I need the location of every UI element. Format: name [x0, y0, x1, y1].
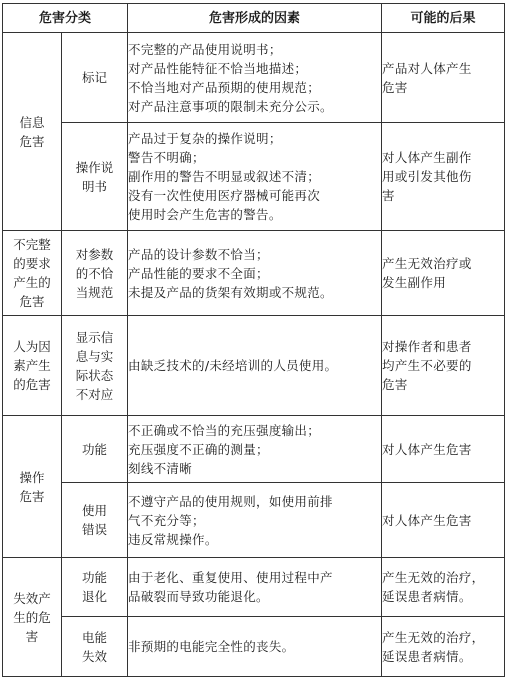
subcategory-line: 明书	[82, 178, 108, 194]
consequence-line: 均产生不必要的	[382, 358, 472, 373]
factors-cell	[128, 123, 382, 231]
factor-line: 对产品性能特征不恰当地描述；	[128, 60, 308, 76]
table-row	[3, 123, 505, 231]
category-line: 危害	[19, 294, 45, 309]
factor-line: 不遵守产品的使用规则，如使用前排	[128, 493, 333, 509]
subcategory-line: 操作说	[75, 159, 114, 175]
subcategory-cell	[62, 231, 128, 316]
consequence-line: 延误患者病情。	[382, 589, 472, 604]
category-line: 危害	[19, 133, 45, 149]
table-row	[3, 231, 505, 316]
category-line: 人为因	[13, 339, 51, 354]
subcategory-line: 际状态	[75, 367, 114, 383]
factor-line: 未提及产品的货架有效期或不规范。	[128, 284, 333, 300]
consequence-line: 发生副作用	[382, 275, 447, 290]
table-row	[3, 483, 505, 558]
subcategory-line: 失效	[82, 648, 108, 664]
factors-cell	[128, 617, 382, 677]
header-factors: 危害形成的因素	[128, 4, 382, 33]
factor-line: 由缺乏技术的/未经培训的人员使用。	[128, 358, 338, 373]
subcategory-line: 当规范	[75, 284, 114, 300]
table-row	[3, 558, 505, 617]
factors-cell	[128, 33, 382, 123]
factors-cell	[128, 483, 382, 558]
factors-cell	[128, 316, 382, 416]
factor-line: 使用时会产生危害的警告。	[128, 207, 282, 222]
subcategory-cell	[62, 416, 128, 483]
consequence-line: 产生无效治疗或	[382, 256, 472, 271]
factor-line: 不恰当地对产品预期的使用规范；	[128, 79, 321, 95]
category-line: 信息	[19, 114, 45, 130]
subcategory-line: 使用	[82, 503, 108, 518]
subcategory-line: 功能	[82, 441, 108, 457]
consequence-line: 延误患者病情。	[382, 648, 472, 664]
factor-line: 刻线不清晰	[128, 460, 193, 476]
consequence-cell	[382, 558, 505, 617]
header-row	[3, 4, 505, 33]
category-line: 危害	[19, 488, 45, 504]
category-line: 害	[25, 628, 39, 644]
category-cell	[3, 231, 62, 316]
factor-line: 没有一次性使用医疗器械可能再次	[128, 188, 321, 203]
factor-line: 非预期的电能完全性的丧失。	[128, 639, 295, 654]
consequence-line: 对操作者和患者	[382, 339, 472, 354]
table-row	[3, 316, 505, 416]
subcategory-line: 电能	[82, 629, 108, 645]
table-row	[3, 416, 505, 483]
subcategory-line: 错误	[82, 522, 108, 537]
factors-cell	[128, 558, 382, 617]
subcategory-line: 功能	[82, 570, 108, 585]
hazard-table	[2, 3, 505, 677]
consequence-line: 产生无效的治疗，	[382, 629, 485, 645]
category-line: 生的危	[13, 609, 51, 625]
consequence-line: 用或引发其他伤	[382, 169, 472, 184]
factor-line: 违反常规操作。	[128, 531, 218, 547]
category-cell	[3, 33, 62, 231]
consequence-cell	[382, 231, 505, 316]
subcategory-line: 显示信	[75, 329, 114, 345]
consequence-cell	[382, 33, 505, 123]
factors-cell	[128, 231, 382, 316]
consequence-line: 产品对人体产生	[382, 60, 472, 76]
category-line: 的危害	[13, 377, 51, 392]
category-cell	[3, 316, 62, 416]
consequence-cell	[382, 617, 505, 677]
factor-line: 产品的设计参数不恰当；	[128, 246, 269, 262]
subcategory-line: 息与实	[75, 348, 114, 364]
consequence-line: 对人体产生副作	[382, 150, 472, 165]
factor-line: 产品过于复杂的操作说明；	[128, 131, 282, 146]
subcategory-cell	[62, 123, 128, 231]
category-cell	[3, 416, 62, 558]
consequence-line: 对人体产生危害	[382, 512, 472, 528]
factor-line: 副作用的警告不明显或叙述不清；	[128, 169, 321, 184]
subcategory-line: 不对应	[75, 386, 114, 402]
subcategory-line: 对参数	[75, 246, 114, 262]
factor-line: 产品性能的要求不全面；	[128, 265, 269, 281]
header-category: 危害分类	[3, 4, 128, 33]
category-cell	[3, 558, 62, 677]
consequence-line: 害	[382, 188, 395, 203]
header-consequence: 可能的后果	[382, 4, 505, 33]
consequence-cell	[382, 316, 505, 416]
subcategory-cell	[62, 33, 128, 123]
subcategory-line: 退化	[82, 589, 108, 604]
subcategory-cell	[62, 483, 128, 558]
category-line: 产生的	[13, 275, 51, 290]
consequence-line: 产生无效的治疗，	[382, 570, 485, 585]
factor-line: 气不充分等；	[128, 512, 205, 528]
subcategory-cell	[62, 558, 128, 617]
subcategory-cell	[62, 617, 128, 677]
consequence-cell	[382, 123, 505, 231]
factor-line: 充压强度不正确的测量；	[128, 441, 269, 457]
factor-line: 品破裂而导致功能退化。	[128, 589, 269, 604]
consequence-line: 危害	[382, 79, 408, 95]
table-row	[3, 33, 505, 123]
factor-line: 由于老化、重复使用、使用过程中产	[128, 570, 333, 585]
consequence-cell	[382, 416, 505, 483]
subcategory-cell	[62, 316, 128, 416]
factor-line: 对产品注意事项的限制未充分公示。	[128, 98, 333, 114]
factor-line: 不正确或不恰当的充压强度输出；	[128, 422, 321, 438]
category-line: 的要求	[13, 256, 51, 271]
category-line: 失效产	[13, 590, 51, 606]
subcategory-line: 的不恰	[75, 265, 114, 281]
subcategory-line: 标记	[82, 70, 108, 85]
category-line: 操作	[19, 469, 45, 485]
factor-line: 不完整的产品使用说明书；	[128, 41, 282, 57]
category-line: 不完整	[13, 237, 51, 252]
consequence-cell	[382, 483, 505, 558]
table-row	[3, 617, 505, 677]
consequence-line: 危害	[382, 377, 408, 392]
factors-cell	[128, 416, 382, 483]
category-line: 素产生	[13, 358, 51, 373]
factor-line: 警告不明确；	[128, 150, 205, 165]
consequence-line: 对人体产生危害	[382, 441, 472, 457]
